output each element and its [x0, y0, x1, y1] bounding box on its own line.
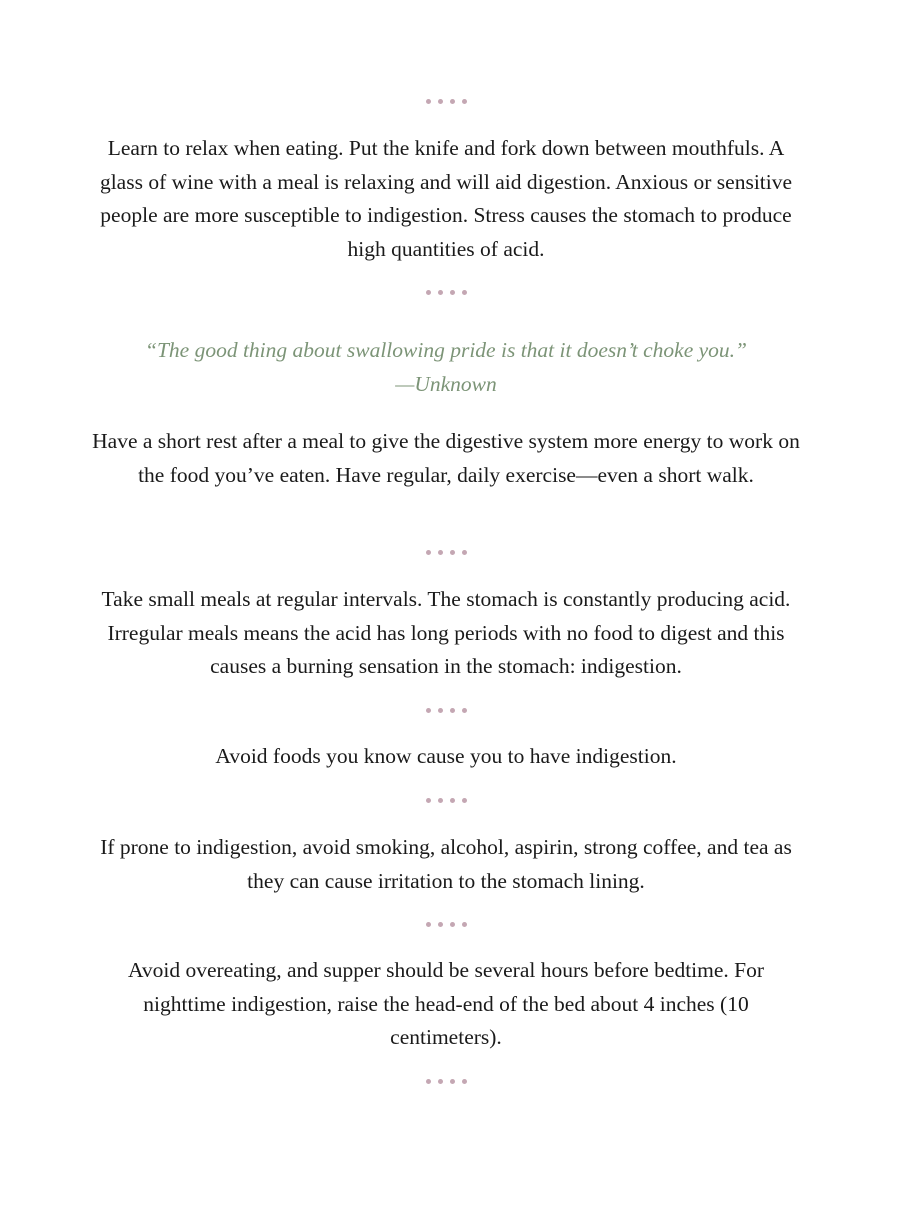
divider-dot [462, 290, 467, 295]
divider-ornament [88, 550, 804, 558]
divider-dot [462, 99, 467, 104]
quote-text: “The good thing about swallowing pride is that it doesn’t choke you.” [145, 338, 747, 362]
tip-paragraph: Have a short rest after a meal to give the digestive system more energy to work on the food you’ve eaten. Have regular, daily exercise—even a short walk. [92, 429, 800, 487]
divider-dot [450, 99, 455, 104]
divider-dot [450, 798, 455, 803]
divider-dot [462, 798, 467, 803]
divider-ornament [88, 290, 804, 298]
divider-dot [438, 290, 443, 295]
tip-paragraph: Learn to relax when eating. Put the knife and fork down between mouthfuls. A glass of wine with a meal is relaxing and will aid digestion. Anxious or sensitive people are more susceptible to indigestion. Stress causes the stomach to produce high quantities of acid. [99, 136, 793, 261]
divider-dot [450, 550, 455, 555]
divider-dot [426, 290, 431, 295]
divider-dot [438, 1079, 443, 1084]
divider-dot [426, 1079, 431, 1084]
divider-ornament [88, 1079, 804, 1087]
tip-paragraph: Take small meals at regular intervals. The stomach is constantly producing acid. Irregular meals means the acid has long periods with no food to digest and this causes a burning sensation in the stomach: indigestion. [101, 587, 791, 678]
divider-dot [438, 708, 443, 713]
divider-dot [450, 290, 455, 295]
divider-dot [438, 550, 443, 555]
divider-dot [450, 922, 455, 927]
divider-dot [462, 1079, 467, 1084]
divider-ornament [88, 798, 804, 806]
divider-dot [426, 922, 431, 927]
divider-dot [462, 550, 467, 555]
divider-dot [462, 922, 467, 927]
divider-dot [438, 798, 443, 803]
divider-dot [438, 99, 443, 104]
divider-ornament [88, 922, 804, 930]
divider-dot [426, 708, 431, 713]
tip-paragraph: Avoid overeating, and supper should be several hours before bedtime. For nighttime indigestion, raise the head-end of the bed about 4 inches (10 centimeters). [127, 958, 765, 1049]
divider-dot [462, 708, 467, 713]
divider-ornament [88, 99, 804, 107]
divider-dot [426, 798, 431, 803]
divider-dot [426, 99, 431, 104]
divider-dot [426, 550, 431, 555]
divider-dot [450, 708, 455, 713]
divider-ornament [88, 708, 804, 716]
divider-dot [450, 1079, 455, 1084]
quote-attribution: —Unknown [395, 372, 497, 396]
tip-paragraph: Avoid foods you know cause you to have indigestion. [215, 744, 677, 768]
divider-dot [438, 922, 443, 927]
tip-paragraph: If prone to indigestion, avoid smoking, alcohol, aspirin, strong coffee, and tea as they can cause irritation to the stomach lining. [100, 835, 792, 893]
